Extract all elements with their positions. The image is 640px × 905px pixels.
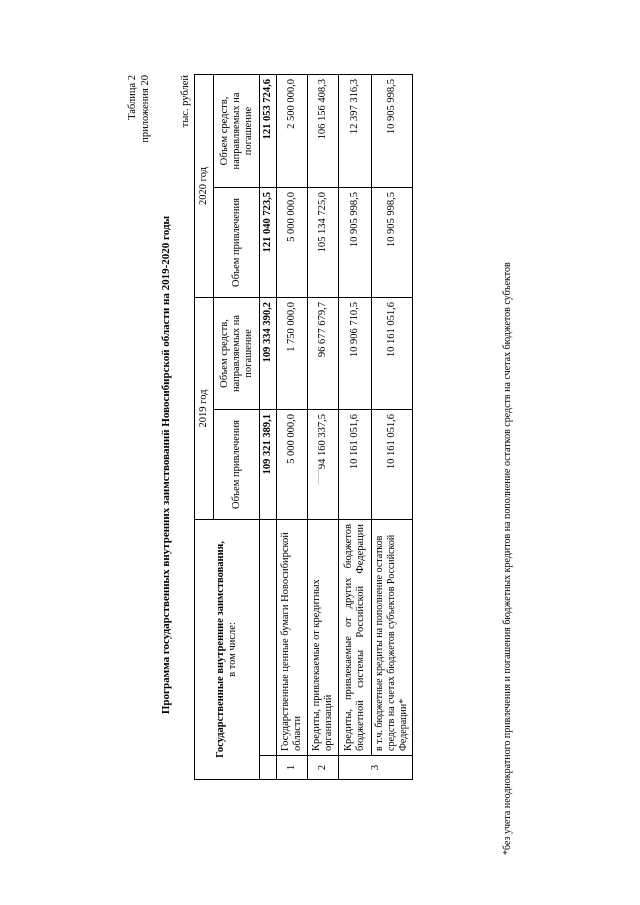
row-value: 94 160 337,5 — [308, 409, 339, 519]
row-value: 10 906 710,5 — [339, 297, 372, 409]
header-raise-2019: Объем привлечения — [214, 409, 260, 519]
table-row — [308, 74, 339, 779]
borrowings-table — [194, 74, 413, 780]
footnote: *без учета неоднократного привлечения и погашения бюджетных кредитов на пополнение остатков средств на счетах бюджетов субъектов — [502, 262, 513, 855]
table-number: Таблица 2 — [127, 75, 138, 120]
table-row — [372, 74, 413, 779]
document-title: Программа государственных внутренних заимствований Новосибирской области на 2019-2020 годы — [160, 215, 172, 715]
header-row-years — [195, 74, 214, 779]
appendix-number: приложения 20 — [140, 75, 151, 143]
units-label: тыс. рублей — [180, 75, 191, 128]
header-main-subtitle: в том числе: — [227, 622, 238, 677]
header-raise-2020: Объем привлечения — [214, 187, 260, 297]
total-repay-2020: 121 053 724,6 — [260, 74, 277, 187]
row-value: 10 905 998,5 — [372, 74, 413, 187]
total-raise-2019: 109 321 389,1 — [260, 409, 277, 519]
row-value: 10 161 051,6 — [372, 297, 413, 409]
row-value: 2 500 000,0 — [277, 74, 308, 187]
total-raise-2020: 121 040 723,5 — [260, 187, 277, 297]
header-main-cell — [195, 519, 260, 779]
row-value: 96 677 679,7 — [308, 297, 339, 409]
totals-row — [260, 74, 277, 779]
row-number: 3 — [339, 756, 413, 780]
table-row — [277, 74, 308, 779]
row-value: 106 156 408,3 — [308, 74, 339, 187]
row-value: 5 000 000,0 — [277, 187, 308, 297]
header-main-title: Государственные внутренние заимствования, — [215, 541, 226, 758]
header-year-2020: 2020 год — [195, 74, 214, 297]
total-repay-2019: 109 334 390,2 — [260, 297, 277, 409]
row-name: в т.ч. бюджетные кредиты на пополнение остатков средств на счетах бюджетов субъектов Российской Федерации* — [372, 519, 413, 755]
row-number: 1 — [277, 756, 308, 780]
totals-num-cell — [260, 756, 277, 780]
header-repay-2020: Объем средств, направляемых на погашение — [214, 74, 260, 187]
row-name: Кредиты, привлекаемые от кредитных организаций — [308, 519, 339, 755]
row-value: 12 397 316,3 — [339, 74, 372, 187]
totals-name-cell — [260, 519, 277, 755]
row-value: 10 161 051,6 — [372, 409, 413, 519]
rotated-page — [124, 75, 524, 855]
row-value: 10 905 998,5 — [372, 187, 413, 297]
row-value: 10 161 051,6 — [339, 409, 372, 519]
header-repay-2019: Объем средств, направляемых на погашение — [214, 297, 260, 409]
row-name: Государственные ценные бумаги Новосибирской области — [277, 519, 308, 755]
header-year-2019: 2019 год — [195, 297, 214, 519]
table-row — [339, 74, 372, 779]
row-name: Кредиты, привлекаемые от других бюджетов бюджетной системы Российской Федерации — [339, 519, 372, 755]
row-value: 10 905 998,5 — [339, 187, 372, 297]
sheet-reference — [126, 75, 152, 205]
row-number: 2 — [308, 756, 339, 780]
page-divider — [318, 465, 320, 485]
row-value: 105 134 725,0 — [308, 187, 339, 297]
row-value: 5 000 000,0 — [277, 409, 308, 519]
row-value: 1 750 000,0 — [277, 297, 308, 409]
